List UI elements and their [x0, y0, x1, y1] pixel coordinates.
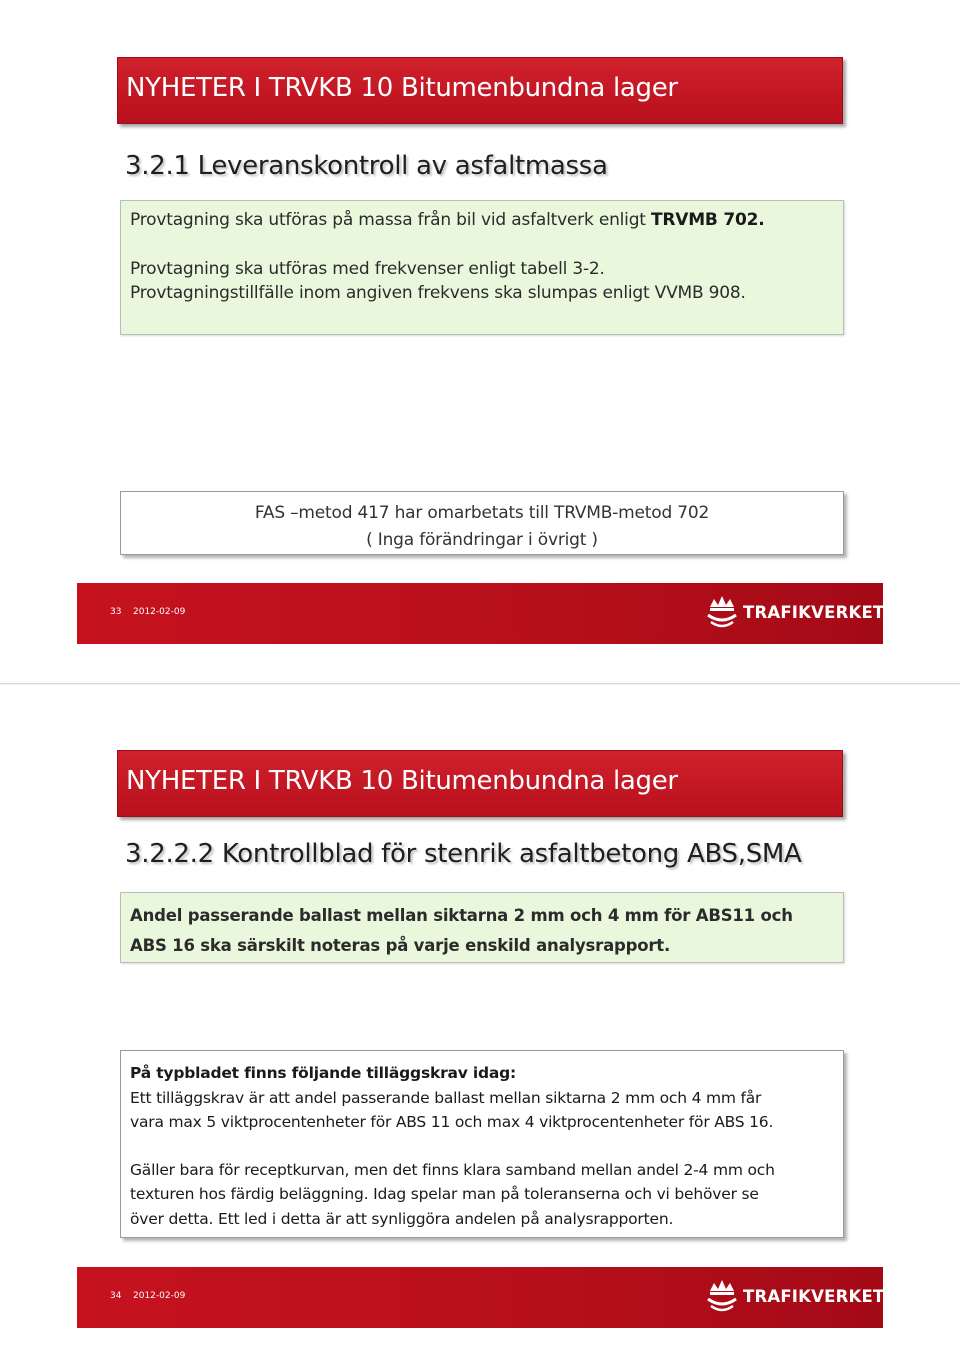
info-line: ABS 16 ska särskilt noteras på varje enskild analysrapport. — [130, 936, 671, 955]
page-number: 34 — [110, 1291, 122, 1301]
slide-33 — [77, 27, 883, 644]
logo-text: TRAFIKVERKET — [743, 1286, 885, 1306]
section-heading: 3.2.2.2 Kontrollblad för stenrik asfaltbetong ABS,SMA — [125, 839, 802, 869]
note-box — [120, 1050, 844, 1238]
info-box — [120, 200, 844, 335]
note-line: Ett tilläggskrav är att andel passerande ballast mellan siktarna 2 mm och 4 mm får — [130, 1088, 762, 1107]
page-edge — [0, 684, 960, 685]
note-line: Gäller bara för receptkurvan, men det finns klara samband mellan andel 2-4 mm och — [130, 1160, 775, 1179]
slide-footer — [77, 1267, 883, 1328]
info-line-bold: TRVMB 702. — [650, 210, 765, 230]
info-line: Provtagning ska utföras med frekvenser enligt tabell 3-2. — [130, 259, 605, 279]
page-number: 33 — [110, 607, 122, 617]
slide-34 — [77, 713, 883, 1328]
slide-title: NYHETER I TRVKB 10 Bitumenbundna lager — [117, 57, 843, 124]
crown-icon — [705, 593, 739, 631]
info-line-text: Provtagning ska utföras på massa från bil vid asfaltverk enligt — [130, 210, 651, 230]
note-box — [120, 491, 844, 555]
slide-title: NYHETER I TRVKB 10 Bitumenbundna lager — [117, 750, 843, 817]
note-line: texturen hos färdig beläggning. Idag spelar man på toleranserna och vi behöver se — [130, 1185, 759, 1203]
slide-date: 2012-02-09 — [133, 1291, 186, 1301]
slide-footer — [77, 583, 883, 644]
info-box — [120, 892, 844, 963]
info-line — [130, 208, 843, 232]
trafikverket-logo — [705, 593, 884, 631]
crown-icon — [705, 1277, 739, 1315]
section-heading: 3.2.1 Leveranskontroll av asfaltmassa — [125, 151, 608, 181]
note-line: över detta. Ett led i detta är att synliggöra andelen på analysrapporten. — [130, 1209, 674, 1228]
info-line: Andel passerande ballast mellan siktarna 2 mm och 4 mm för ABS11 och — [130, 906, 793, 925]
trafikverket-logo — [705, 1277, 884, 1315]
logo-text: TRAFIKVERKET — [743, 602, 885, 622]
slide-date: 2012-02-09 — [133, 607, 186, 617]
note-line: ( Inga förändringar i övrigt ) — [366, 530, 598, 550]
info-line: Provtagningstillfälle inom angiven frekvens ska slumpas enligt VVMB 908. — [130, 283, 746, 303]
note-line: vara max 5 viktprocentenheter för ABS 11 och max 4 viktprocentenheter för ABS 16. — [130, 1113, 774, 1131]
note-line: FAS –metod 417 har omarbetats till TRVMB-metod 702 — [254, 503, 710, 523]
note-heading: På typbladet finns följande tilläggskrav idag: — [130, 1064, 517, 1082]
